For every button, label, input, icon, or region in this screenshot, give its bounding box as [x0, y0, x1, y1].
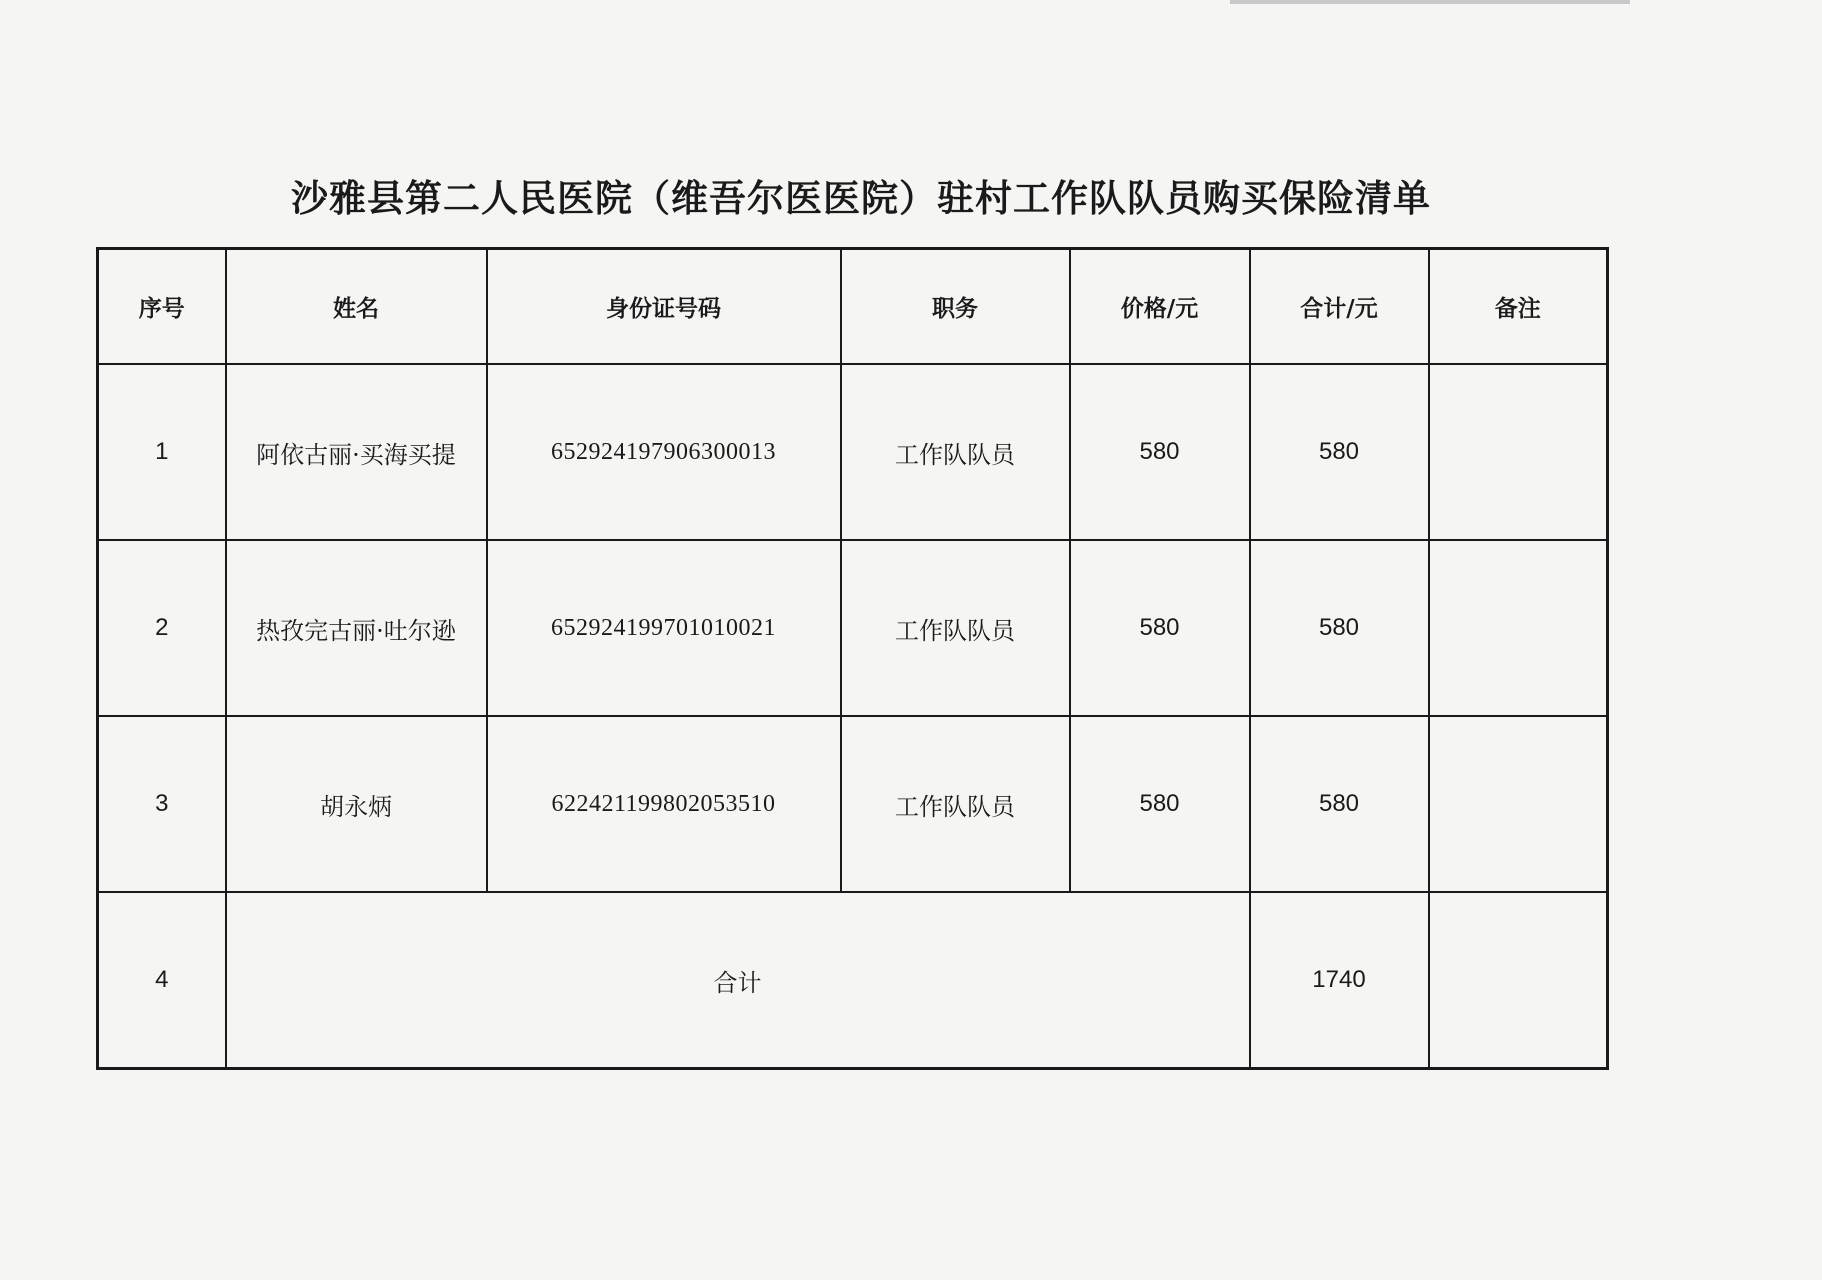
header-total: 合计/元: [1250, 249, 1429, 365]
scan-smudge: [1230, 0, 1630, 4]
cell-note: [1429, 364, 1608, 540]
cell-price: 580: [1070, 540, 1250, 716]
header-price: 价格/元: [1070, 249, 1250, 365]
header-row: [98, 249, 1608, 365]
table-row: [98, 540, 1608, 716]
summary-total: 1740: [1250, 892, 1429, 1069]
header-note: 备注: [1429, 249, 1608, 365]
cell-name: 阿依古丽·买海买提: [226, 364, 487, 540]
summary-row: [98, 892, 1608, 1069]
summary-index: 4: [98, 892, 226, 1069]
summary-note: [1429, 892, 1608, 1069]
cell-note: [1429, 540, 1608, 716]
cell-price: 580: [1070, 716, 1250, 892]
summary-label: 合计: [226, 892, 1250, 1069]
cell-total: 580: [1250, 716, 1429, 892]
cell-index: 1: [98, 364, 226, 540]
cell-index: 2: [98, 540, 226, 716]
header-index: 序号: [98, 249, 226, 365]
document-title: 沙雅县第二人民医院（维吾尔医医院）驻村工作队队员购买保险清单: [291, 176, 1431, 220]
cell-position: 工作队队员: [841, 364, 1070, 540]
table-row: [98, 716, 1608, 892]
cell-total: 580: [1250, 364, 1429, 540]
cell-index: 3: [98, 716, 226, 892]
cell-note: [1429, 716, 1608, 892]
header-name: 姓名: [226, 249, 487, 365]
cell-id-number: 652924199701010021: [487, 540, 841, 716]
cell-name: 热孜完古丽·吐尔逊: [226, 540, 487, 716]
cell-name: 胡永炳: [226, 716, 487, 892]
cell-id-number: 622421199802053510: [487, 716, 841, 892]
cell-id-number: 652924197906300013: [487, 364, 841, 540]
header-id-number: 身份证号码: [487, 249, 841, 365]
cell-position: 工作队队员: [841, 716, 1070, 892]
table-row: [98, 364, 1608, 540]
cell-position: 工作队队员: [841, 540, 1070, 716]
insurance-list-table: [96, 247, 1609, 1070]
cell-price: 580: [1070, 364, 1250, 540]
header-position: 职务: [841, 249, 1070, 365]
cell-total: 580: [1250, 540, 1429, 716]
